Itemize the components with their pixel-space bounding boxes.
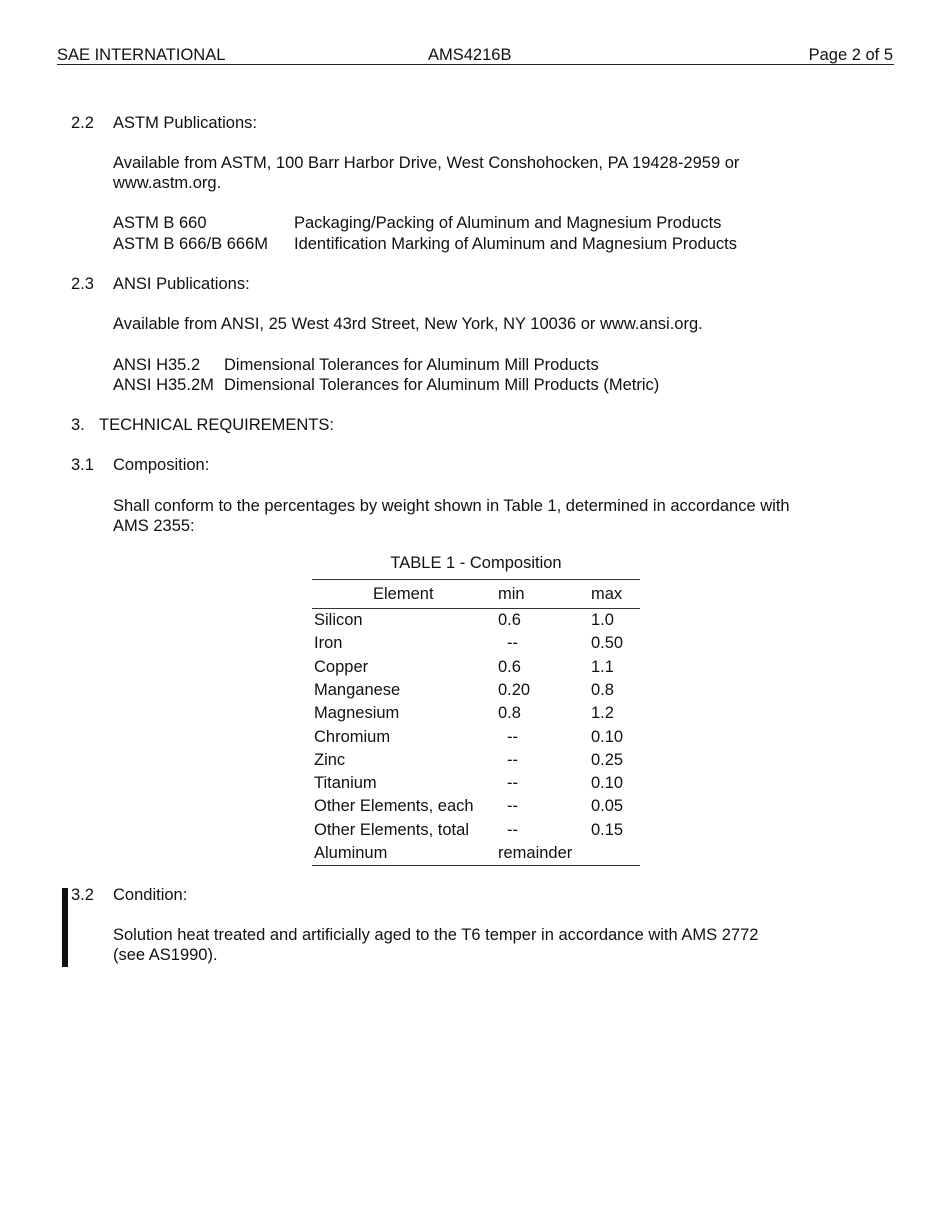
table-cell-min: 0.20 <box>498 680 531 699</box>
table-cell-min: -- <box>507 774 518 793</box>
table-cell-element: Aluminum <box>314 844 388 862</box>
ref-title: Identification Marking of Aluminum and Magnesium Products <box>294 235 737 253</box>
header-rule <box>57 64 894 65</box>
table-cell-max: 0.8 <box>591 680 614 699</box>
ref-code: ASTM B 666/B 666M <box>113 235 268 253</box>
ref-code: ANSI H35.2 <box>113 356 201 374</box>
table-header-element: Element <box>373 585 434 603</box>
table-cell-min: 0.6 <box>498 611 521 629</box>
table-cell-max: 0.50 <box>591 634 624 653</box>
revision-change-bar <box>62 888 68 967</box>
table-cell-element: Titanium <box>314 774 377 793</box>
table-cell-min: -- <box>507 727 518 746</box>
table-header-rule <box>312 608 640 609</box>
table-cell-min: -- <box>507 750 518 769</box>
table-cell-max: 0.05 <box>591 797 624 816</box>
table-cell-element: Other Elements, each <box>314 797 474 816</box>
section-title-composition: Composition: <box>113 456 210 474</box>
section-title-ansi: ANSI Publications: <box>113 275 250 293</box>
composition-text-line-2: AMS 2355: <box>113 517 195 535</box>
table-cell-element: Silicon <box>314 611 363 629</box>
header-page-number: Page 2 of 5 <box>808 46 893 64</box>
table-cell-max: 0.10 <box>591 727 624 746</box>
astm-availability-line-2: www.astm.org. <box>113 174 222 192</box>
table-cell-min: -- <box>507 634 518 653</box>
ref-code: ANSI H35.2M <box>113 376 214 394</box>
ref-title: Packaging/Packing of Aluminum and Magnesium Products <box>294 214 722 232</box>
table-cell-element: Iron <box>314 634 343 653</box>
condition-text-line-2: (see AS1990). <box>113 946 218 964</box>
section-number-3: 3. <box>71 416 85 434</box>
table-cell-min: remainder <box>498 844 573 862</box>
table-cell-min: 0.6 <box>498 657 521 676</box>
table-cell-element: Copper <box>314 657 369 676</box>
table-cell-max: 0.25 <box>591 750 624 769</box>
table-cell-max: 0.10 <box>591 774 624 793</box>
table-top-rule <box>312 579 640 580</box>
section-number-3-2: 3.2 <box>71 886 94 904</box>
section-number-2-2: 2.2 <box>71 114 94 132</box>
table-cell-max: 1.2 <box>591 704 614 723</box>
table-cell-min: -- <box>507 797 518 816</box>
section-title-condition: Condition: <box>113 886 188 904</box>
table-cell-max: 1.1 <box>591 657 614 676</box>
header-doc-id: AMS4216B <box>428 46 512 64</box>
table-cell-element: Chromium <box>314 727 391 746</box>
ref-title: Dimensional Tolerances for Aluminum Mill Products (Metric) <box>224 376 660 394</box>
table-cell-max: 1.0 <box>591 611 614 629</box>
astm-availability-line-1: Available from ASTM, 100 Barr Harbor Drive, West Conshohocken, PA 19428-2959 or <box>113 154 740 172</box>
table-cell-element: Magnesium <box>314 704 400 723</box>
ref-title: Dimensional Tolerances for Aluminum Mill Products <box>224 356 599 374</box>
section-number-3-1: 3.1 <box>71 456 94 474</box>
section-number-2-3: 2.3 <box>71 275 94 293</box>
ansi-availability: Available from ANSI, 25 West 43rd Street, New York, NY 10036 or www.ansi.org. <box>113 315 703 333</box>
table-cell-min: 0.8 <box>498 704 521 723</box>
table-cell-element: Zinc <box>314 750 346 769</box>
section-title-astm: ASTM Publications: <box>113 114 257 132</box>
condition-text-line-1: Solution heat treated and artificially aged to the T6 temper in accordance with AMS 2772 <box>113 926 759 944</box>
header-org: SAE INTERNATIONAL <box>57 46 226 64</box>
table-cell-element: Other Elements, total <box>314 820 469 839</box>
table-bottom-rule <box>312 865 640 866</box>
table-cell-min: -- <box>507 820 518 839</box>
table-header-min: min <box>498 585 525 603</box>
table-cell-max: 0.15 <box>591 820 624 839</box>
table-cell-element: Manganese <box>314 680 401 699</box>
ref-code: ASTM B 660 <box>113 214 207 232</box>
table-header-max: max <box>591 585 623 603</box>
table-caption: TABLE 1 - Composition <box>390 554 562 572</box>
section-title-technical-requirements: TECHNICAL REQUIREMENTS: <box>99 416 334 434</box>
composition-text-line-1: Shall conform to the percentages by weight shown in Table 1, determined in accordance with <box>113 497 790 515</box>
